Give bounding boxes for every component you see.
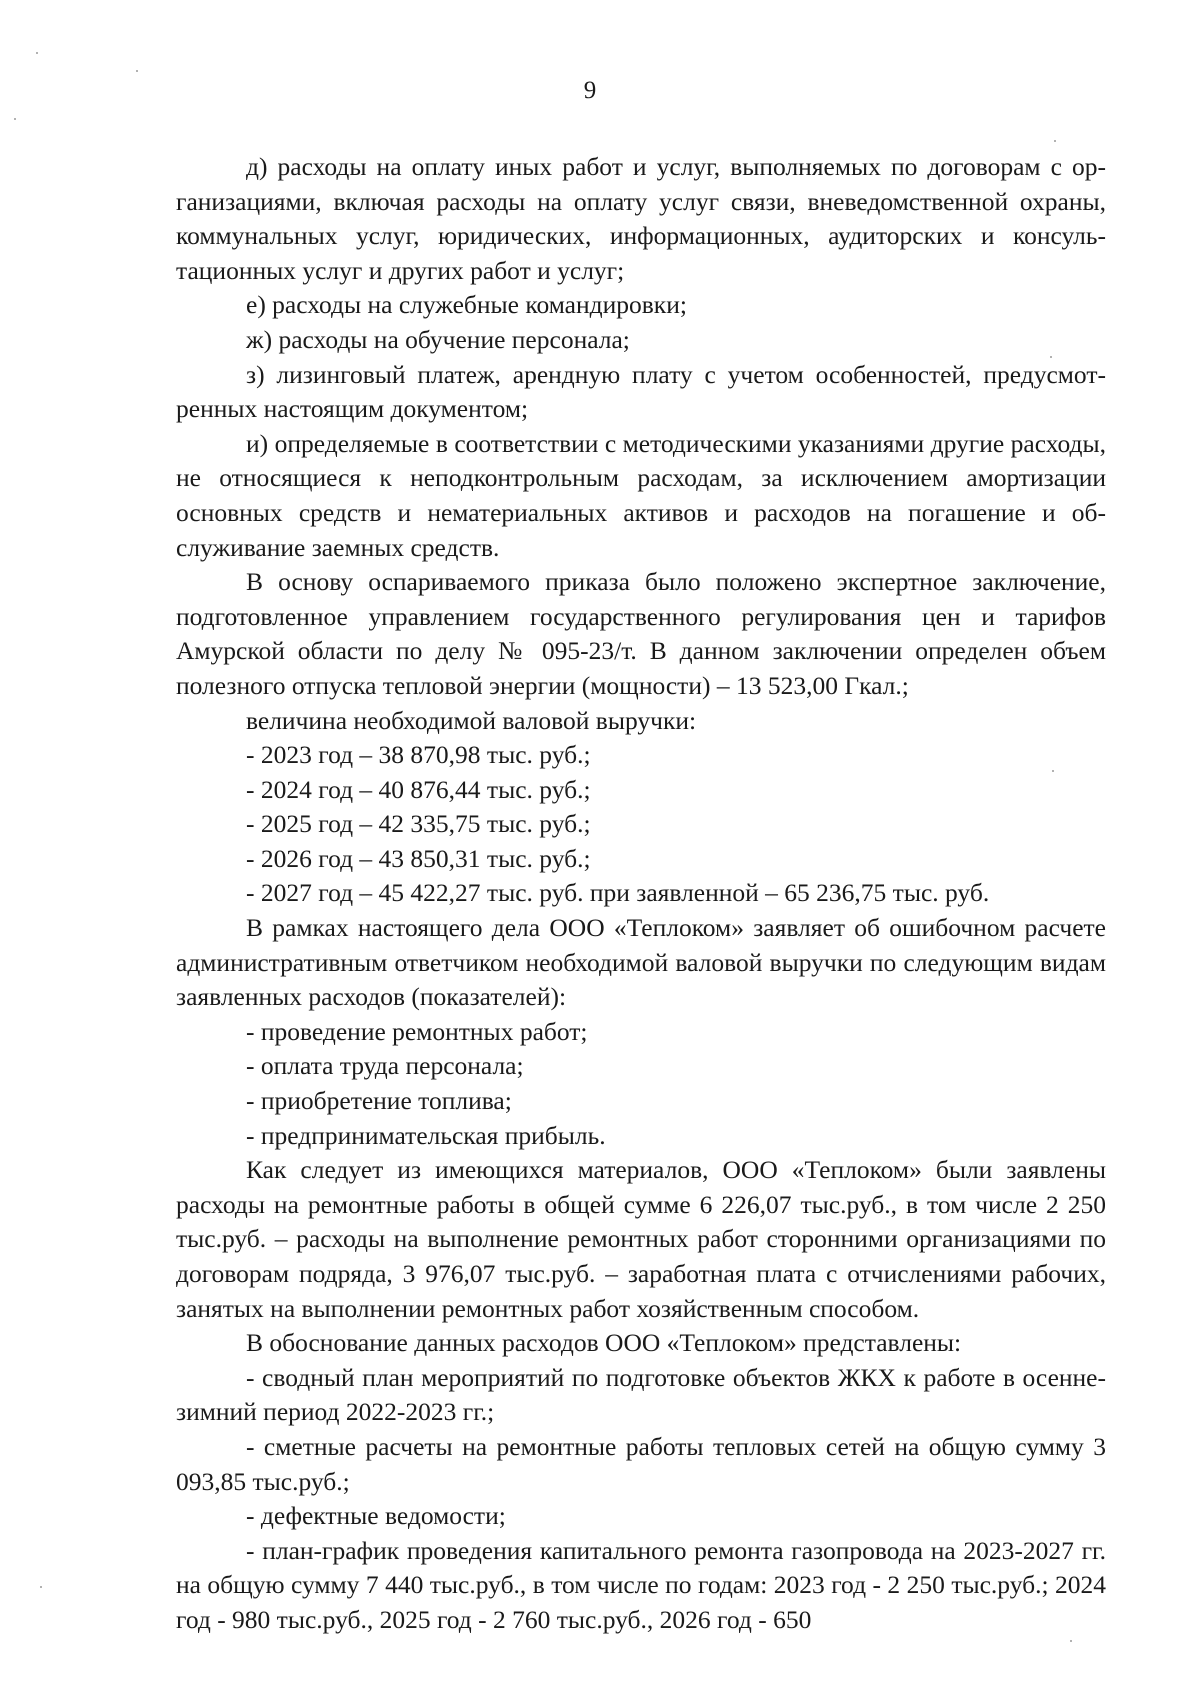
justification-item: - сводный план мероприятий по подготовке объектов ЖКХ к работе в осенне-зимний период 2022-2023 гг.; [176, 1362, 1106, 1427]
claim-item: - проведение ремонтных работ; [246, 1016, 588, 1046]
scan-speck [36, 52, 38, 54]
revenue-list [176, 738, 1106, 911]
scan-speck [1070, 1640, 1072, 1642]
scan-speck [1054, 140, 1056, 142]
paragraph-e: е) расходы на служебные командировки; [246, 290, 687, 320]
document-body [176, 150, 1106, 1638]
justification-item: - сметные расчеты на ремонтные работы тепловых сетей на общую сумму 3 093,85 тыс.руб.; [176, 1431, 1106, 1496]
paragraph-i: и) определяемые в соответствии с методическими указаниями другие расходы, не относящиеся к неподконтрольным расходам, за исключением амортизации основных средств и нематериальных активов и расходов на погашение и обслуживание заемных средств. [176, 428, 1106, 562]
scan-speck [136, 70, 138, 72]
justification-intro: В обоснование данных расходов ООО «Теплоком» представлены: [246, 1328, 962, 1358]
justification-item: - дефектные ведомости; [246, 1501, 506, 1531]
scan-speck [40, 1586, 42, 1588]
claim-item: - оплата труда персонала; [246, 1051, 524, 1081]
revenue-item-2023: - 2023 год – 38 870,98 тыс. руб.; [246, 740, 591, 770]
scan-speck [1050, 356, 1052, 358]
claim-item: - предпринимательская прибыль. [246, 1120, 606, 1150]
justification-list [176, 1361, 1106, 1638]
justification-item: - план-график проведения капитального ремонта газопровода на 2023-2027 гг. на общую сумму 7 440 тыс.руб., в том числе по годам: 2023 год - 2 250 тыс.руб.; 2024 год - 980 тыс.руб., 2025 год - 2 760 тыс.руб., 2026 год - 650 [176, 1535, 1106, 1634]
scan-speck [14, 118, 16, 120]
claim-item: - приобретение топлива; [246, 1086, 512, 1116]
claim-list [176, 1015, 1106, 1153]
revenue-item-2026: - 2026 год – 43 850,31 тыс. руб.; [246, 843, 591, 873]
paragraph-zh: ж) расходы на обучение персонала; [246, 324, 630, 354]
revenue-item-2025: - 2025 год – 42 335,75 тыс. руб.; [246, 809, 591, 839]
paragraph-z: з) лизинговый платеж, арендную плату с учетом особенностей, предусмотренных настоящим документом; [176, 359, 1106, 424]
revenue-heading: величина необходимой валовой выручки: [246, 705, 697, 735]
scan-speck [1052, 770, 1054, 772]
revenue-item-2027: - 2027 год – 45 422,27 тыс. руб. при заявленной – 65 236,75 тыс. руб. [246, 878, 990, 908]
revenue-item-2024: - 2024 год – 40 876,44 тыс. руб.; [246, 774, 591, 804]
paragraph-d: д) расходы на оплату иных работ и услуг, выполняемых по договорам с организациями, включая расходы на оплату услуг связи, вневедомственной охраны, коммунальных услуг, юридических, информационных, аудиторских и консультационных услуг и других работ и услуг; [176, 152, 1106, 285]
page-number: 9 [583, 77, 597, 104]
expert-opinion-paragraph: В основу оспариваемого приказа было положено экспертное заключение, подготовленное управлением государственного регулирования цен и тарифов Амурской области по делу № 095-23/т. В данном заключении определен объем полезного отпуска тепловой энергии (мощности) – 13 523,00 Гкал.; [176, 567, 1106, 700]
claim-paragraph: В рамках настоящего дела ООО «Теплоком» заявляет об ошибочном расчете административным ответчиком необходимой валовой выручки по следующим видам заявленных расходов (показателей): [176, 913, 1106, 1012]
materials-paragraph: Как следует из имеющихся материалов, ООО «Теплоком» были заявлены расходы на ремонтные работы в общей сумме 6 226,07 тыс.руб., в том числе 2 250 тыс.руб. – расходы на выполнение ремонтных работ сторонними организациями по договорам подряда, 3 976,07 тыс.руб. – заработная плата с отчислениями рабочих, занятых на выполнении ремонтных работ хозяйственным способом. [176, 1155, 1106, 1323]
